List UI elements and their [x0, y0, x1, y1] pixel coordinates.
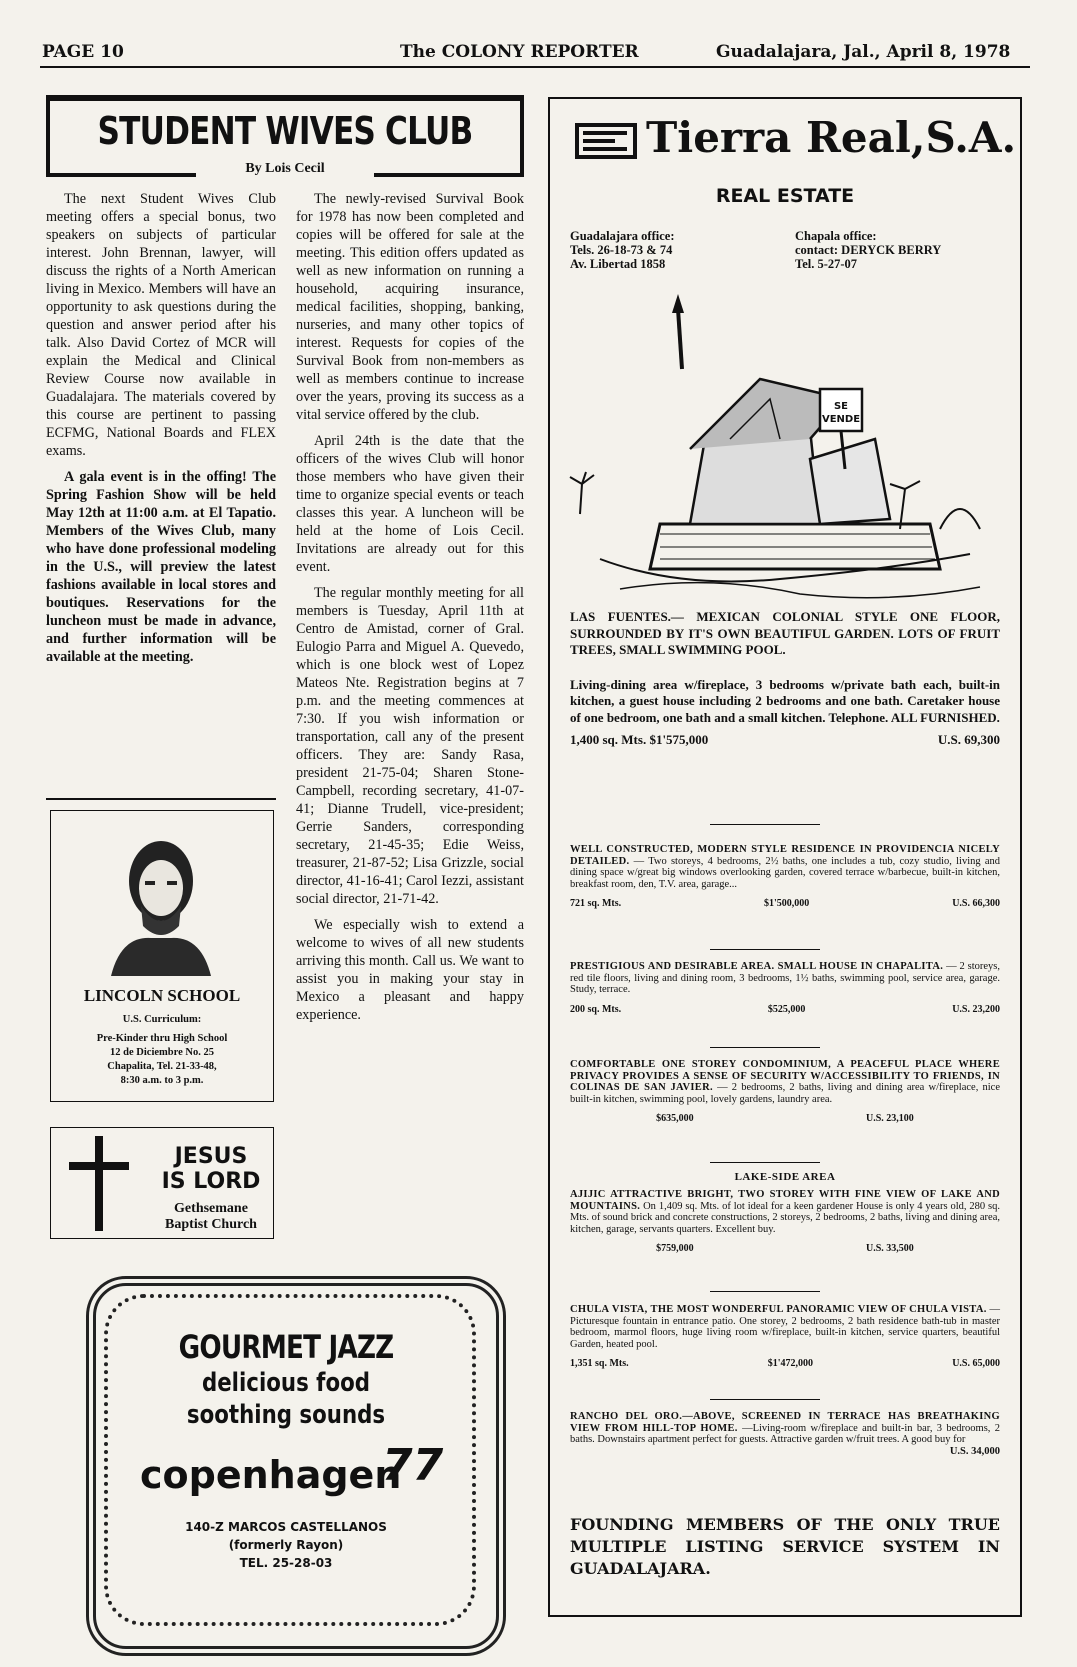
listing-pesos: $759,000: [656, 1243, 694, 1255]
listing-item: [570, 1304, 1000, 1370]
cross-bar: [69, 1162, 129, 1170]
gdl-office-tels: Tels. 26-18-73 & 74: [570, 243, 673, 257]
church-name-2: Baptist Church: [165, 1217, 257, 1232]
jazz-formerly: (formerly Rayon): [228, 1538, 344, 1552]
jazz-brand-number: 77: [382, 1440, 444, 1491]
listing-price-row: [570, 898, 1000, 910]
listing-head: CHULA VISTA, THE MOST WONDERFUL PANORAMIC VIEW OF CHULA VISTA.: [570, 1304, 987, 1315]
listing-head: WELL CONSTRUCTED, MODERN STYLE RESIDENCE IN PROVIDENCIA NICELY DETAILED.: [570, 844, 1000, 867]
tierra-logo-icon: [575, 121, 637, 161]
jazz-brand: copenhagen: [140, 1453, 402, 1497]
listing-usd: U.S. 33,500: [866, 1243, 914, 1255]
listing-pesos: $635,000: [656, 1113, 694, 1125]
listing-size: 1,351 sq. Mts.: [570, 1358, 629, 1370]
listing-divider: [710, 949, 820, 950]
lincoln-school-name: LINCOLN SCHOOL: [83, 986, 241, 1005]
jazz-tel: TEL. 25-28-03: [239, 1556, 333, 1570]
listing-body: — 2 storeys, red tile floors, living and dining room, 3 bedrooms, 1½ baths, swimming pool, service area, garage. Study, terrace.: [570, 961, 1001, 996]
chapala-office-tel: Tel. 5-27-07: [795, 257, 858, 271]
listing-pesos: $1'472,000: [767, 1358, 814, 1370]
listing-body: — Picturesque fountain in entrance patio. One storey, 2 bedrooms, 2 bath residence bath-tub in master bedroom, marmol floors, huge living room w/fireplace, built-in kitchen, service quarters, beautiful Garden, heated pool.: [570, 1304, 1001, 1350]
lincoln-line: Chapalita, Tel. 21-33-48,: [107, 1061, 217, 1072]
listing-price-row: [570, 1358, 1000, 1370]
lakeside-label: LAKE-SIDE AREA: [734, 1171, 836, 1183]
article-column-2: [296, 190, 524, 1032]
church-line-jesus: JESUS: [174, 1144, 248, 1169]
listing-head: RANCHO DEL ORO.—ABOVE, SCREENED IN TERRACE HAS BREATHAKING VIEW FROM HILL-TOP HOME.: [570, 1411, 1000, 1434]
listing-usd: U.S. 23,100: [866, 1113, 914, 1125]
tierra-subtitle: REAL ESTATE: [715, 185, 855, 207]
article-paragraph: The regular monthly meeting for all members is Tuesday, April 11th at Centro de Amistad, corner of Gral. Eulogio Parra and Miguel A. Quevedo, which is one block west of Lopez Mateos Nte. Registration begins at 7 p.m. and the meeting commences at 7:30. If you wish information or transportation, call any of the present officers. They are: Sandy Rasa, president 21-75-04; Sharen Stone-Campbell, recording secretary, 41-07-41; Dianne Trudell, vice-president; Gerrie Sanders, corresponding secretary, 21-45-35; Edie Weiss, treasurer, 21-87-52; Lisa Grizzle, social director, 41-16-41; Carol Iezzi, assistant social director, 21-71-42.: [296, 585, 524, 907]
listing-divider: [710, 824, 820, 825]
tierra-real-ad: [548, 97, 1022, 1617]
listing-body: — 2 bedrooms, 2 baths, living and dining area w/fireplace, nice built-in kitchen, swimming pool, lovely gardens, laundry area.: [570, 1082, 1000, 1105]
house-boat-illustration-icon: [560, 289, 1010, 609]
byline-rule-right: [374, 173, 524, 177]
listing-divider: [710, 1162, 820, 1163]
jazz-title: GOURMET JAZZ: [178, 1328, 394, 1366]
listing-item: [570, 961, 1000, 1015]
feature-listing: [570, 609, 1000, 749]
listing-size: 200 sq. Mts.: [570, 1003, 622, 1015]
listing-item: [570, 1059, 1000, 1125]
se-vende-sign: SE VENDE: [821, 401, 861, 425]
listing-price-row: [570, 1004, 1000, 1016]
column-divider: [46, 798, 276, 800]
listing-divider: [710, 1047, 820, 1048]
lincoln-line: U.S. Curriculum:: [122, 1014, 202, 1025]
cross-icon: [95, 1136, 103, 1231]
article-paragraph: We especially wish to extend a welcome to wives of all new students arriving this month. Call us. We want to assist you in making your stay in Mexico a pleasant and happy experience.: [296, 917, 524, 1023]
listing-price-row: [570, 1243, 1000, 1255]
feature-price-row: [570, 732, 1000, 749]
listing-divider: [710, 1399, 820, 1400]
byline: By Lois Cecil: [245, 161, 325, 176]
church-ad: [50, 1127, 274, 1239]
listing-item: [570, 844, 1000, 910]
lincoln-school-ad: [50, 810, 274, 1102]
listing-item: [570, 1189, 1000, 1255]
listing-divider: [710, 1291, 820, 1292]
feature-size-price: 1,400 sq. Mts. $1'575,000: [570, 732, 709, 747]
tierra-footer: FOUNDING MEMBERS OF THE ONLY TRUE MULTIPLE LISTING SERVICE SYSTEM IN GUADALAJARA.: [570, 1515, 1000, 1578]
listing-body: On 1,409 sq. Mts. of lot ideal for a keen gardener House is only 4 years old, 280 sq. Mts. of sound brick and concrete constructions, 2 storeys, 2 bedrooms, 2 baths, living and dining area, kitchen, garage, servants quarters. Excellent buy.: [570, 1200, 1000, 1235]
listing-size: 721 sq. Mts.: [570, 898, 622, 910]
lincoln-portrait-icon: [101, 826, 221, 976]
listing-usd: U.S. 65,000: [952, 1358, 1000, 1370]
feature-body: Living-dining area w/fireplace, 3 bedrooms w/private bath each, built-in kitchen, a guest house including 2 bedrooms and one bath. Caretaker house of one bedroom, one bath and a small kitchen. Telephone. ALL FURNISHED.: [570, 676, 1000, 725]
lincoln-line: 8:30 a.m. to 3 p.m.: [120, 1075, 204, 1086]
gdl-office-label: Guadalajara office:: [570, 229, 675, 243]
gdl-office-addr: Av. Libertad 1858: [570, 257, 666, 271]
chapala-office: [795, 229, 941, 271]
gdl-office: [570, 229, 675, 271]
feature-usd: U.S. 69,300: [937, 732, 1000, 747]
listing-body: —Living-room w/fireplace and built-in bar, 3 bedrooms, 2 baths. Downstairs apartment perfect for guests. Attractive garden w/fruit trees. A good buy for: [570, 1422, 1001, 1446]
chapala-office-label: Chapala office:: [795, 229, 877, 243]
listing-body: — Two storeys, 4 bedrooms, 2½ baths, one includes a tub, cozy studio, living and dining space w/great big windows overlooking garden, covered terrace w/barbecue, built-in kitchen, breakfast room, den, T.V. area, garage...: [570, 855, 1001, 890]
listing-head: COMFORTABLE ONE STOREY CONDOMINIUM, A PEACEFUL PLACE WHERE PRIVACY PROVIDES A SENSE OF SECURITY W/ACCESSIBILITY TO FRIENDS, IN COLINAS DE SAN JAVIER.: [570, 1059, 1000, 1094]
lincoln-line: 12 de Diciembre No. 25: [110, 1047, 214, 1058]
church-line-lord: IS LORD: [161, 1169, 261, 1194]
paper-name: The COLONY REPORTER: [400, 42, 639, 62]
listing-usd: U.S. 23,200: [952, 1003, 1000, 1015]
listing-usd: U.S. 66,300: [952, 898, 1000, 910]
listing-usd: U.S. 34,000: [949, 1445, 1000, 1457]
listing-price-row: [570, 1113, 1000, 1125]
article-paragraph: The next Student Wives Club meeting offers a special bonus, two speakers on subjects of particular interest. John Brennan, lawyer, will discuss the rights of a North American living in Mexico. Members will have an opportunity to ask questions during the question and answer period after his talk. Also David Cortez of MCR will explain the Medical and Clinical Review Course now available in Guadalajara. The materials covered by this course are pertinent to passing ECFMG, National Boards and FLEX exams.: [46, 191, 276, 459]
gourmet-jazz-ad: [46, 1258, 524, 1658]
article-column-1: [46, 190, 276, 674]
church-name-1: Gethsemane: [174, 1201, 248, 1216]
title-top-rule: [46, 95, 524, 101]
article-paragraph: The newly-revised Survival Book for 1978 has now been completed and copies will be offered for sale at the meeting. This edition offers updated as well as new information on running a household, acquiring insurance, medical facilities, shopping, banking, nurseries, and many other topics of interest. Requests for copies of the Survival Book from non-members as well as members continue to increase over the years, proving its success as a vital service offered by the club.: [296, 191, 524, 423]
chapala-office-contact: contact: DERYCK BERRY: [795, 243, 942, 257]
jazz-line-sounds: soothing sounds: [186, 1400, 386, 1430]
article-paragraph: A gala event is in the offing! The Spring Fashion Show will be held May 12th at 11:00 a.m. at El Tapatio. Members of the Wives Club, many who have done professional modeling in the U.S., will preview the latest fashions available in local stores and boutiques. Reservations for the luncheon must be made in advance, and further information will be available at the meeting.: [46, 469, 276, 665]
listing-pesos: $525,000: [767, 1003, 806, 1015]
dateline: Guadalajara, Jal., April 8, 1978: [716, 42, 1011, 62]
article-paragraph: April 24th is the date that the officers of the wives Club will honor those members who have given their time to organize special events or teach classes this year. A luncheon will be held at the home of Lois Cecil. Invitations are already out for this event.: [296, 433, 524, 575]
listing-head: AJIJIC ATTRACTIVE BRIGHT, TWO STOREY WITH FINE VIEW OF LAKE AND MOUNTAINS.: [570, 1189, 1000, 1212]
article-title-box: [46, 95, 524, 181]
masthead-rule: [40, 66, 1030, 68]
listing-head: PRESTIGIOUS AND DESIRABLE AREA. SMALL HOUSE IN CHAPALITA.: [570, 961, 944, 972]
tierra-name: Tierra Real,S.A.: [646, 113, 1017, 162]
lincoln-line: Pre-Kinder thru High School: [96, 1033, 228, 1044]
article-title: STUDENT WIVES CLUB: [97, 109, 473, 153]
jazz-line-food: delicious food: [201, 1368, 371, 1398]
listing-item: [570, 1411, 1000, 1457]
jazz-address: 140-Z MARCOS CASTELLANOS: [185, 1520, 387, 1534]
page-number: PAGE 10: [42, 42, 124, 62]
listing-pesos: $1'500,000: [764, 898, 810, 910]
feature-headline: LAS FUENTES.— MEXICAN COLONIAL STYLE ONE FLOOR, SURROUNDED BY IT'S OWN BEAUTIFUL GARDEN. LOTS OF FRUIT TREES, SMALL SWIMMING POOL.: [570, 609, 1000, 657]
